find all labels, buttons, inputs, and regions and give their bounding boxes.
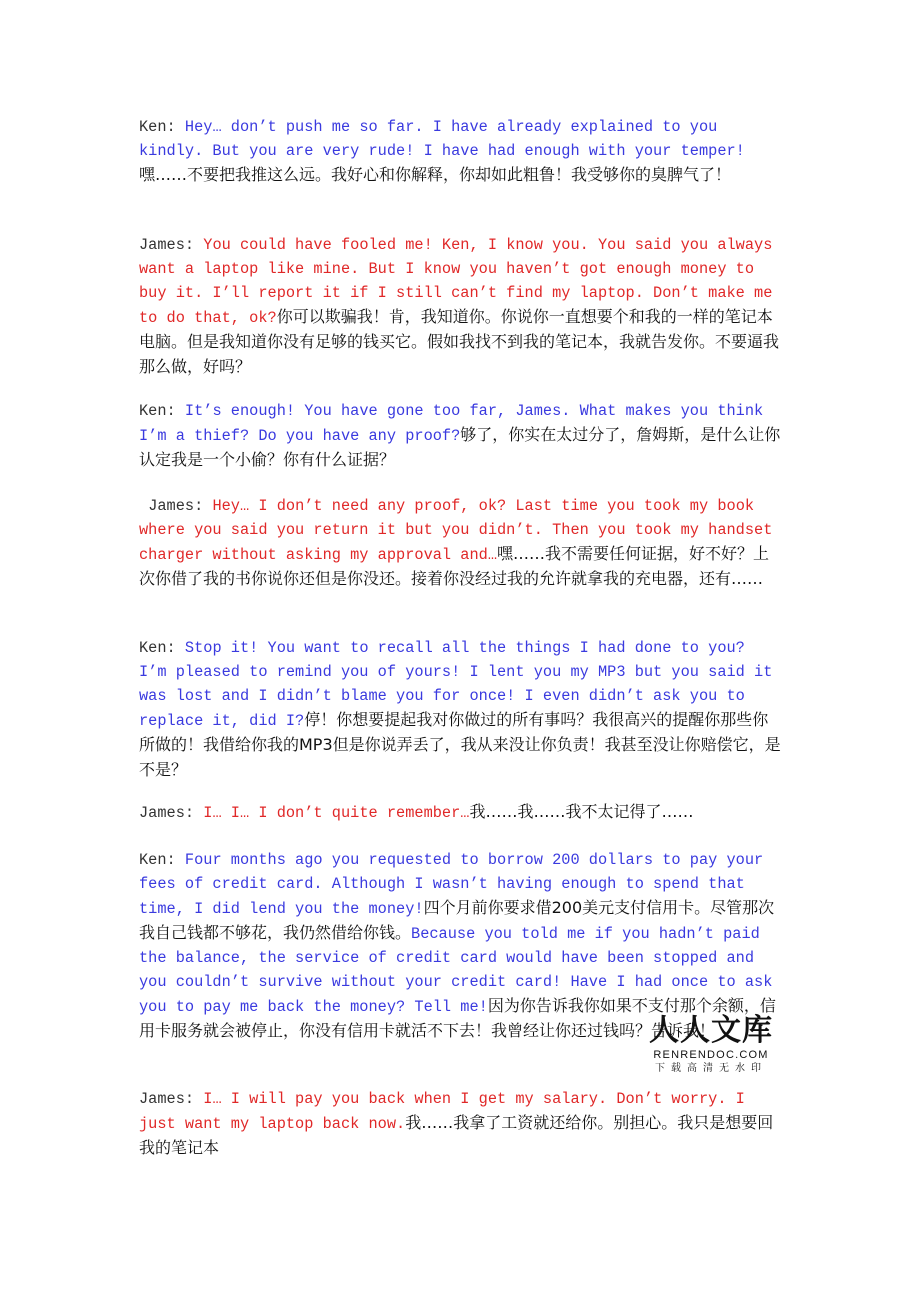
- speaker-label: James:: [139, 236, 204, 254]
- watermark-logo-text: 人人文库: [649, 1013, 773, 1048]
- english-text: It’s enough! You have gone too far, James. What makes you think I’m a thief? Do you have any proof?: [139, 402, 773, 445]
- speaker-label: Ken:: [139, 639, 185, 657]
- chinese-text: 我……我拿了工资就还给你。别担心。我只是想要回我的笔记本: [139, 1113, 774, 1157]
- chinese-text: 你可以欺骗我！肯，我知道你。你说你一直想要个和我的一样的笔记本电脑。但是我知道你没有足够的钱买它。假如我找不到我的笔记本，我就告发你。不要逼我那么做，好吗？: [139, 307, 780, 376]
- dialogue-line-james-3: [139, 800, 781, 825]
- watermark-logo: [646, 1014, 776, 1076]
- english-text: Hey… I don’t need any proof, ok? Last time you took my book where you said you return it but you didn’t. Then you took my handset charger without asking my approval and…: [139, 497, 782, 564]
- english-text: Stop it! You want to recall all the things I had done to you? I’m pleased to remind you of yours! I lent you my MP3 but you said it was lost and I didn’t blame you for once! I even didn’t ask you to replace it, did I?: [139, 639, 782, 730]
- english-text: I… I… I don’t quite remember…: [203, 804, 470, 822]
- dialogue-line-ken-3: [139, 636, 781, 783]
- dialogue-line-ken-2: [139, 399, 781, 473]
- english-text: Hey… don’t push me so far. I have already explained to you kindly. But you are very rude! I have had enough with your temper!: [139, 118, 745, 160]
- speaker-label: James:: [139, 804, 204, 822]
- chinese-text: 嘿……我不需要任何证据，好不好？上次你借了我的书你说你还但是你没还。接着你没经过我的允许就拿我的充电器，还有……: [139, 544, 770, 588]
- dialogue-line-ken-1: [139, 115, 781, 188]
- chinese-text: 四个月前你要求借200美元支付信用卡。尽管那次我自己钱都不够花，我仍然借给你钱。: [139, 898, 775, 942]
- speaker-label: Ken:: [139, 851, 185, 869]
- english-text: You could have fooled me! Ken, I know you. You said you always want a laptop like mine. But I know you haven’t got enough money to buy it. I’ll report it if I still can’t find my laptop. Don’t make me to do that, ok?: [139, 236, 782, 327]
- english-text: Four months ago you requested to borrow 200 dollars to pay your fees of credit card. Although I wasn’t having enough to spend that time, I did lend you the money!: [139, 851, 773, 918]
- chinese-text-continued: 因为你告诉我你如果不支付那个余额，信用卡服务就会被停止，你没有信用卡就活不下去！我曾经让你还过钱吗？告诉我！: [139, 996, 776, 1040]
- dialogue-line-james-1: [139, 233, 781, 380]
- watermark-subtitle: 下载高清无水印: [655, 1063, 767, 1074]
- chinese-text: 停！你想要提起我对你做过的所有事吗？我很高兴的提醒你那些你所做的！我借给你我的MP3但是你说弄丢了，我从来没让你负责！我甚至没让你赔偿它，是不是？: [139, 710, 781, 779]
- chinese-text: 我……我……我不太记得了……: [469, 802, 694, 821]
- watermark-url: RENRENDOC.COM: [653, 1049, 769, 1061]
- speaker-label: Ken:: [139, 118, 185, 136]
- chinese-text: 嘿……不要把我推这么远。我好心和你解释，你却如此粗鲁！我受够你的臭脾气了！: [139, 165, 732, 184]
- dialogue-line-james-4: [139, 1087, 781, 1161]
- speaker-label: James:: [139, 497, 213, 515]
- english-text-continued: Because you told me if you hadn’t paid the balance, the service of credit card would have been stopped and you couldn’t survive without your credit card! Have I had once to ask you to pay me back the money? Tell me!: [139, 925, 782, 1016]
- speaker-label: James:: [139, 1090, 204, 1108]
- chinese-text: 够了，你实在太过分了，詹姆斯，是什么让你认定我是一个小偷？你有什么证据？: [139, 425, 781, 469]
- speaker-label: Ken:: [139, 402, 185, 420]
- dialogue-line-james-2: [139, 494, 781, 592]
- english-text: I… I will pay you back when I get my salary. Don’t worry. I just want my laptop back now.: [139, 1090, 755, 1133]
